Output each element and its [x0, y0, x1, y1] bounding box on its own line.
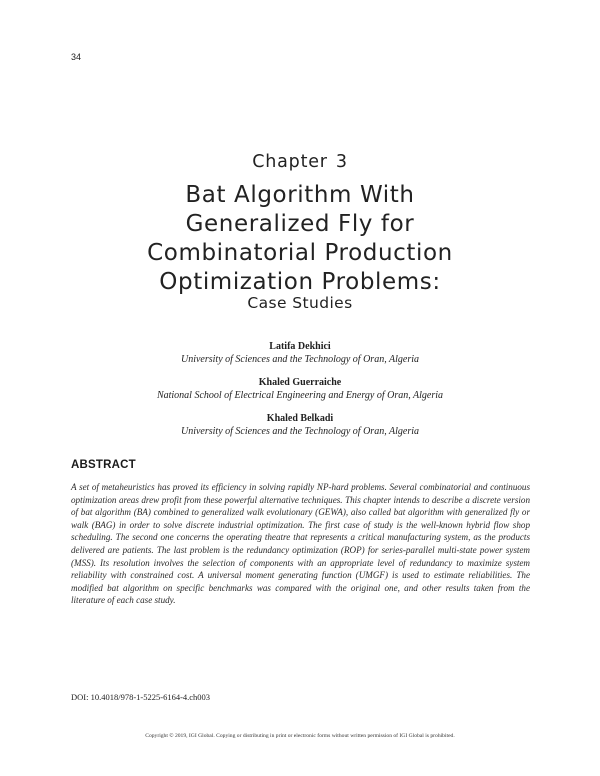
author-entry — [0, 340, 600, 366]
title-line: Optimization Problems: — [159, 269, 441, 295]
chapter-subtitle: Case Studies — [247, 294, 353, 312]
author-affiliation: University of Sciences and the Technology of Oran, Algeria — [180, 426, 420, 437]
doi-line: DOI: 10.4018/978-1-5225-6164-4.ch003 — [71, 692, 211, 702]
author-entry — [0, 412, 600, 438]
author-affiliation: National School of Electrical Engineering and Energy of Oran, Algeria — [156, 390, 444, 401]
author-entry — [0, 376, 600, 402]
author-name: Khaled Belkadi — [266, 413, 334, 424]
title-line: Combinatorial Production — [147, 240, 453, 266]
chapter-title — [40, 181, 560, 297]
author-name: Khaled Guerraiche — [258, 377, 342, 388]
chapter-word: Chapter — [252, 152, 328, 172]
chapter-number: 3 — [335, 152, 348, 172]
title-line: Generalized Fly for — [185, 211, 415, 237]
copyright-notice: Copyright © 2019, IGI Global. Copying or distributing in print or electronic forms without written permission of IGI Global is prohibited. — [145, 733, 455, 739]
author-list — [0, 340, 600, 448]
chapter-label — [0, 152, 600, 172]
author-name: Latifa Dekhici — [269, 341, 331, 352]
abstract-heading: ABSTRACT — [71, 459, 136, 471]
author-affiliation: University of Sciences and the Technology of Oran, Algeria — [180, 354, 420, 365]
abstract-text: A set of metaheuristics has proved its efficiency in solving rapidly NP-hard problems. Several combinatorial and continuous optimization areas drew profit from these powerful alternative techniques. This chapter intends to describe a discrete version of bat algorithm (BA) combined to generalized walk evolutionary (GEWA), also called bat algorithm with generalized fly or walk (BAG) in order to solve discrete industrial optimization. The first case of study is the well-known hybrid flow shop scheduling. The second one concerns the operating theatre that represents a critical manufacturing system, as the products delivered are patients. The last problem is the redundancy optimization (ROP) for series-parallel multi-state power system (MSS). Its resolution involves the selection of components with an appropriate level of redundancy to maximize system reliability with constrained cost. A universal moment generating function (UMGF) is used to estimate reliabilities. The modified bat algorithm on specific benchmarks was compared with the original one, and other results taken from the literature of each case study. — [71, 482, 530, 606]
page-number: 34 — [71, 52, 82, 62]
title-line: Bat Algorithm With — [185, 182, 415, 208]
